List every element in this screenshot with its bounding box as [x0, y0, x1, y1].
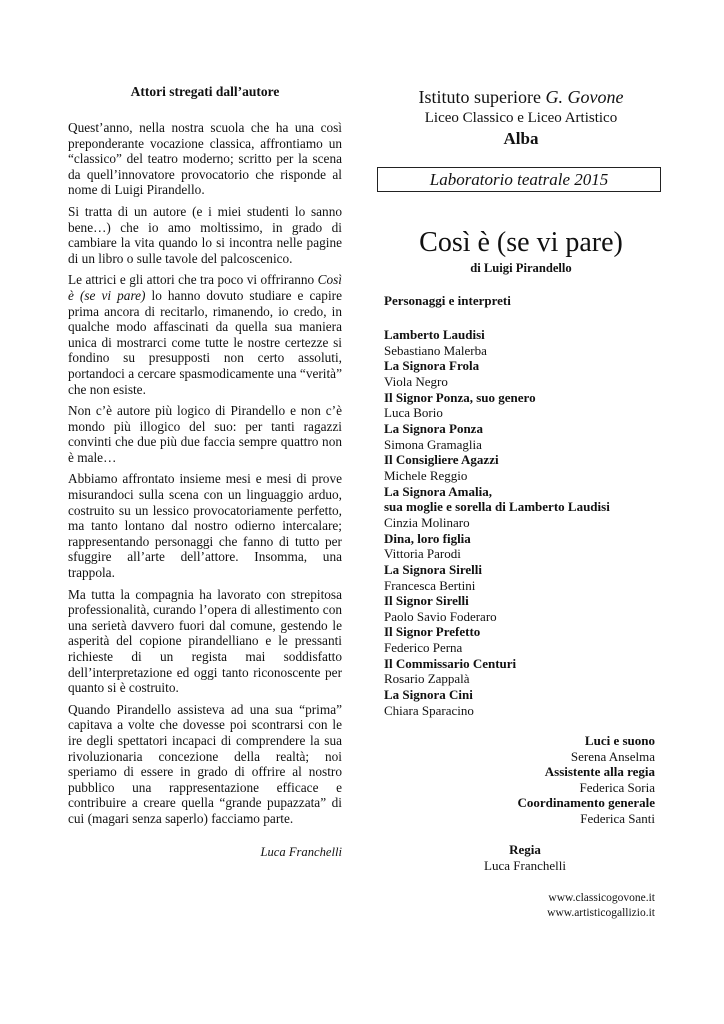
credit-name: Federica Santi — [580, 810, 655, 826]
cast-actor: Paolo Savio Foderaro — [384, 608, 497, 624]
play-title: Così è (se vi pare) — [419, 227, 623, 258]
school-city: Alba — [503, 129, 539, 148]
article-column — [68, 84, 342, 860]
article-title: Attori stregati dall’autore — [130, 84, 280, 99]
cast-actor: Luca Borio — [384, 405, 443, 421]
crew-credits — [355, 733, 655, 827]
cast-role: La Signora Ponza — [384, 420, 483, 436]
cast-role: La Signora Frola — [384, 358, 480, 374]
cast-actor: Rosario Zappalà — [384, 671, 470, 687]
cast-role: La Signora Cini — [384, 687, 473, 703]
website-link[interactable]: www.artisticogallizio.it — [547, 907, 655, 919]
cast-actor: Cinzia Molinaro — [384, 514, 470, 530]
article-paragraph: Le attrici e gli attori che tra poco vi offriranno Così è (se vi pare) lo hanno dovuto studiare e capire prima ancora di recitarlo, rimanendo, io credo, in qualche modo affascinati da quella sua maniera unica di mostrarci come tutte le nostre certezze si fondino su presupposti non certo assoluti, portandoci a cercare spasmodicamente una “verità” che non esiste. — [68, 272, 342, 397]
article-paragraph: Abbiamo affrontato insieme mesi e mesi di prove misurandoci sulla scena con un linguaggio arduo, costruito su un lessico provocatoriamente perfetto, ma tanto lontano dal nostro odierno intercalare; rappresentando personaggi che fanno di tutto per sfuggire all’arte dell’attore. Insomma, una trappola. — [68, 471, 342, 581]
website-link[interactable]: www.classicogovone.it — [548, 892, 655, 904]
cast-role: Il Signor Prefetto — [384, 624, 481, 640]
cast-heading: Personaggi e interpreti — [384, 293, 511, 308]
cast-actor: Sebastiano Malerba — [384, 342, 487, 358]
cast-list — [384, 327, 684, 718]
credit-role: Assistente alla regia — [544, 764, 655, 780]
school-header — [376, 86, 666, 150]
director-name: Luca Franchelli — [484, 858, 566, 873]
cast-role: Il Signor Sirelli — [384, 593, 469, 609]
credit-name: Serena Anselma — [570, 748, 655, 764]
website-links — [547, 891, 655, 921]
director-role: Regia — [509, 842, 541, 857]
cast-actor: Federico Perna — [384, 640, 463, 656]
cast-role: La Signora Amalia, — [384, 483, 492, 499]
credit-name: Federica Soria — [579, 779, 655, 795]
cast-role: Il Signor Ponza, suo genero — [384, 389, 536, 405]
cast-role: Lamberto Laudisi — [384, 327, 485, 342]
lab-banner: Laboratorio teatrale 2015 — [377, 167, 661, 192]
cast-role: La Signora Sirelli — [384, 561, 482, 577]
cast-actor: Chiara Sparacino — [384, 702, 474, 718]
cast-actor: Viola Negro — [384, 373, 448, 389]
cast-actor: Vittoria Parodi — [384, 546, 461, 562]
article-paragraph: Si tratta di un autore (e i miei studenti lo sanno bene…) che io amo moltissimo, in grado di cambiare la vita quando lo si incontra nelle pagine di un libro o sulle tavole del palcoscenico. — [68, 203, 342, 266]
play-author: di Luigi Pirandello — [470, 261, 572, 275]
school-name: Istituto superiore G. Govone — [418, 87, 624, 107]
cast-actor: Francesca Bertini — [384, 577, 476, 593]
cast-actor: Simona Gramaglia — [384, 436, 482, 452]
cast-role: Il Commissario Centuri — [384, 655, 517, 671]
cast-actor: Michele Reggio — [384, 467, 468, 483]
article-paragraph: Ma tutta la compagnia ha lavorato con strepitosa professionalità, curando l’opera di allestimento con una serietà davvero fuori dal comune, gestendo le asperità del copione pirandelliano e le pressanti richieste di un regista mai soddisfatto dell’interpretazione ed oggi tanto riconoscente per quanto si è costruito. — [68, 586, 342, 696]
credit-role: Luci e suono — [584, 733, 655, 748]
director-credit — [470, 842, 580, 874]
play-title-inline: Così è (se vi pare) — [68, 272, 342, 303]
school-subtitle: Liceo Classico e Liceo Artistico — [424, 110, 618, 126]
cast-role: Dina, loro figlia — [384, 530, 471, 546]
cast-role: Il Consigliere Agazzi — [384, 452, 499, 468]
article-paragraph: Quando Pirandello assisteva ad una sua “prima” capitava a volte che dovesse poi scontrarsi con le ire degli spettatori incapaci di comprendere la sua rivoluzionaria concezione della realtà; noi speriamo di essere in grado di offrire al nostro pubblico una rappresentazione efficace e contribuire a creare quella “grande pupazzata” di cui (magari senza saperlo) facciamo parte. — [68, 701, 342, 826]
credit-role: Coordinamento generale — [517, 795, 655, 811]
article-signature: Luca Franchelli — [260, 844, 342, 859]
cast-role-detail: sua moglie e sorella di Lamberto Laudisi — [384, 499, 610, 515]
article-paragraph: Non c’è autore più logico di Pirandello e non c’è mondo più illogico del suo: per tanti ragazzi convinti che due più due faccia sempre quattro non è male… — [68, 403, 342, 465]
article-paragraph: Quest’anno, nella nostra scuola che ha una così preponderante vocazione classica, affrontiamo un “classico” del teatro moderno; scritto per la scena da quell’innovatore provocatorio che risponde al nome di Luigi Pirandello. — [68, 120, 342, 198]
